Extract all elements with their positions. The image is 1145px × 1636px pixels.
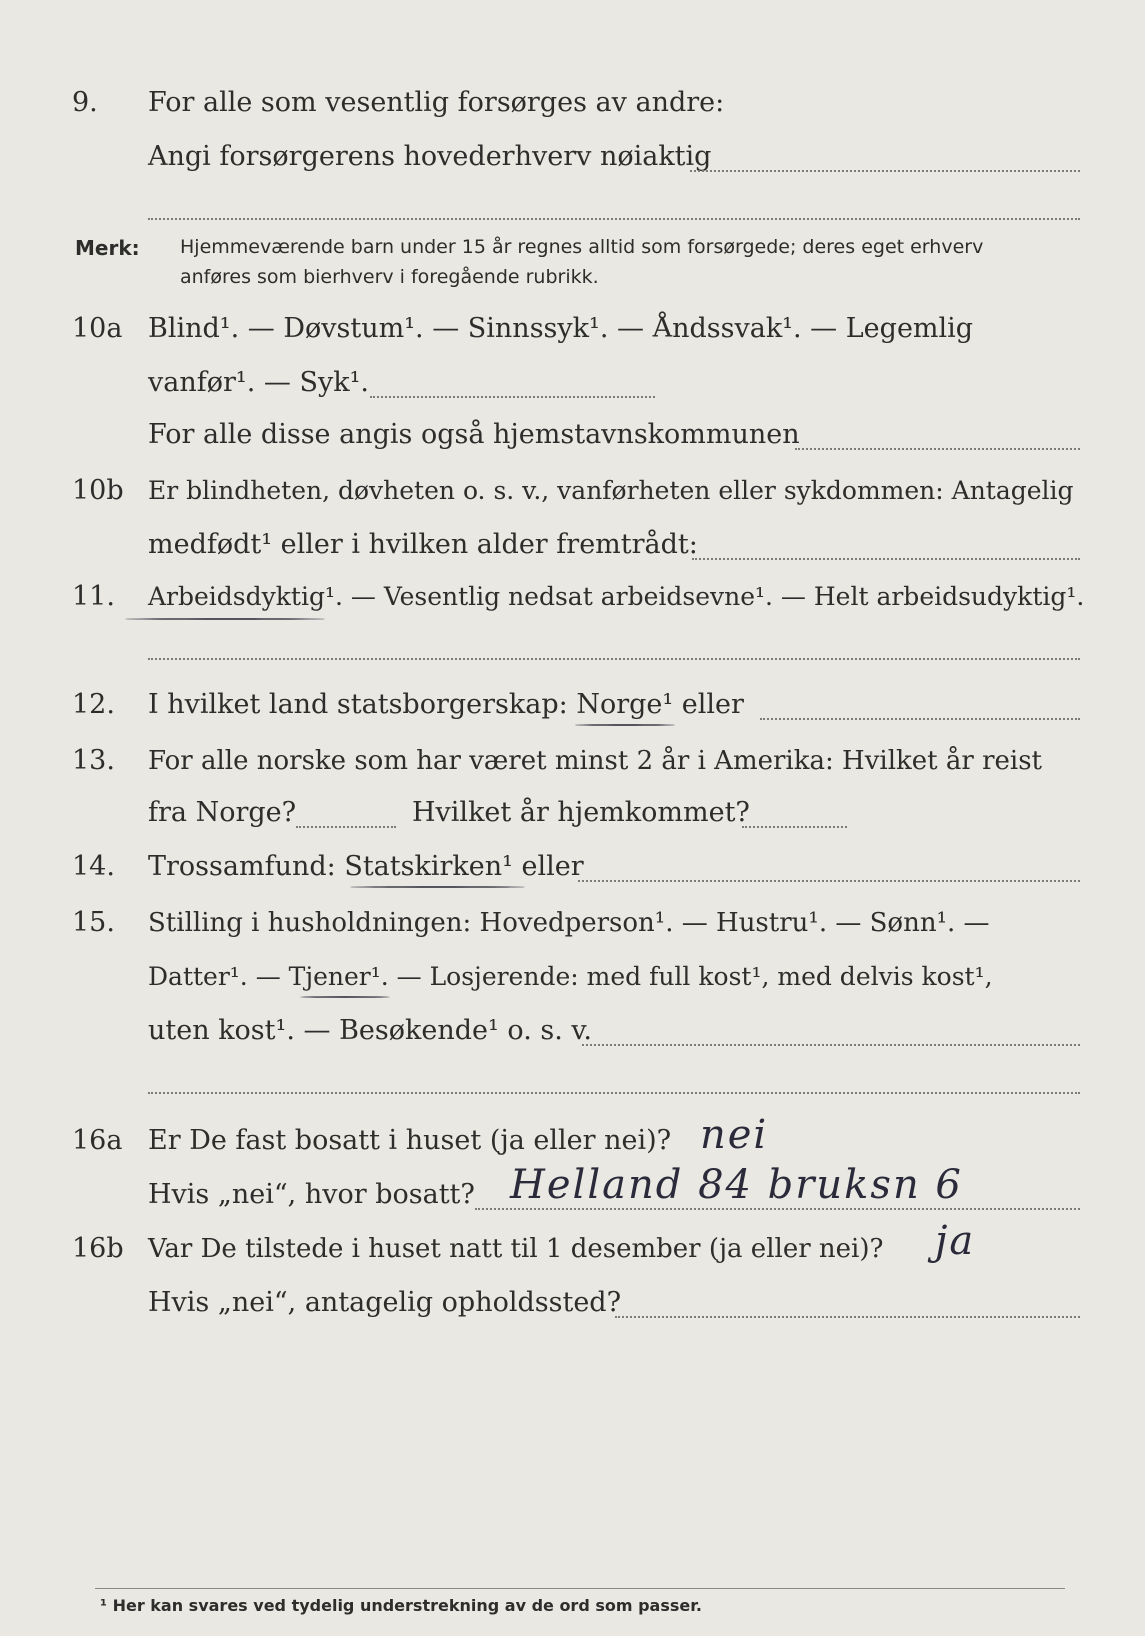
question-text: Hvilket år hjemkommet? bbox=[412, 797, 750, 828]
answer-line[interactable] bbox=[615, 1316, 1080, 1318]
question-text: Arbeidsdyktig¹. — Vesentlig nedsat arbeidsevne¹. — Helt arbeidsudyktig¹. bbox=[148, 582, 1085, 611]
answer-line[interactable] bbox=[742, 826, 847, 828]
handwritten-underline bbox=[575, 724, 675, 726]
question-11-line-1 bbox=[0, 580, 1145, 620]
question-number: 9. bbox=[72, 87, 98, 118]
question-text: medfødt¹ eller i hvilken alder fremtrådt: bbox=[148, 529, 698, 560]
answer-line[interactable] bbox=[475, 1208, 1080, 1210]
handwritten-underline bbox=[300, 996, 390, 998]
question-number: 10a bbox=[72, 313, 123, 344]
answer-line[interactable] bbox=[578, 880, 1080, 882]
note-text-line-2: anføres som bierhverv i foregående rubrikk. bbox=[180, 266, 599, 288]
question-text: Datter¹. — Tjener¹. — Losjerende: med full kost¹, med delvis kost¹, bbox=[148, 962, 993, 991]
question-text: For alle som vesentlig forsørges av andre: bbox=[148, 87, 725, 118]
note-text-line-1: Hjemmeværende barn under 15 år regnes alltid som forsørgede; deres eget erhverv bbox=[180, 236, 984, 258]
question-10a-line-3 bbox=[0, 418, 1145, 458]
answer-line[interactable] bbox=[148, 218, 1080, 220]
question-9-line-1 bbox=[0, 86, 1145, 126]
question-10a-line-2 bbox=[0, 366, 1145, 406]
answer-line[interactable] bbox=[690, 170, 1080, 172]
answer-line[interactable] bbox=[760, 718, 1080, 720]
question-15-line-3 bbox=[0, 1014, 1145, 1054]
question-text: Stilling i husholdningen: Hovedperson¹. — Hustru¹. — Sønn¹. — bbox=[148, 908, 990, 938]
question-text: For alle norske som har været minst 2 år i Amerika: Hvilket år reist bbox=[148, 746, 1042, 776]
question-number: 13. bbox=[72, 745, 115, 776]
question-13-line-1 bbox=[0, 744, 1145, 784]
question-text: Er blindheten, døvheten o. s. v., vanførheten eller sykdommen: Antagelig bbox=[148, 476, 1074, 505]
question-13-line-2 bbox=[0, 796, 1145, 836]
handwritten-answer[interactable]: Helland 84 bruksn 6 bbox=[510, 1162, 963, 1208]
question-text: Er De fast bosatt i huset (ja eller nei)? bbox=[148, 1125, 672, 1156]
question-number: 16a bbox=[72, 1125, 123, 1156]
question-text: Blind¹. — Døvstum¹. — Sinnssyk¹. — Åndssvak¹. — Legemlig bbox=[148, 313, 974, 344]
question-15-line-2 bbox=[0, 960, 1145, 1000]
answer-line[interactable] bbox=[296, 826, 396, 828]
question-14-line-1 bbox=[0, 850, 1145, 890]
question-text: uten kost¹. — Besøkende¹ o. s. v. bbox=[148, 1015, 593, 1046]
note-label: Merk: bbox=[75, 236, 140, 260]
handwritten-underline bbox=[125, 618, 325, 620]
question-text: Hvis „nei“, antagelig opholdssted? bbox=[148, 1287, 622, 1318]
handwritten-answer[interactable]: ja bbox=[935, 1218, 976, 1264]
handwritten-answer[interactable]: nei bbox=[700, 1112, 769, 1158]
question-number: 10b bbox=[72, 475, 124, 506]
footnote-divider bbox=[95, 1588, 1065, 1589]
question-16b-line-2 bbox=[0, 1286, 1145, 1326]
question-number: 15. bbox=[72, 907, 115, 938]
question-text: For alle disse angis også hjemstavnskommunen bbox=[148, 419, 800, 450]
question-12-line-1 bbox=[0, 688, 1145, 728]
question-number: 14. bbox=[72, 851, 115, 882]
answer-line[interactable] bbox=[148, 1092, 1080, 1094]
answer-line[interactable] bbox=[795, 448, 1080, 450]
question-number: 12. bbox=[72, 689, 115, 720]
answer-line[interactable] bbox=[582, 1044, 1080, 1046]
question-text: fra Norge? bbox=[148, 797, 297, 828]
question-text: Hvis „nei“, hvor bosatt? bbox=[148, 1179, 475, 1210]
question-text: Angi forsørgerens hovederhverv nøiaktig bbox=[148, 141, 712, 172]
question-10b-line-1 bbox=[0, 474, 1145, 514]
question-text: vanfør¹. — Syk¹. bbox=[148, 367, 369, 398]
question-16a-line-1 bbox=[0, 1124, 1145, 1164]
question-10b-line-2 bbox=[0, 528, 1145, 568]
question-9-line-2 bbox=[0, 140, 1145, 180]
answer-line[interactable] bbox=[148, 658, 1080, 660]
question-15-line-1 bbox=[0, 906, 1145, 946]
answer-line[interactable] bbox=[692, 558, 1080, 560]
question-text: I hvilket land statsborgerskap: Norge¹ eller bbox=[148, 689, 744, 720]
footnote: ¹ Her kan svares ved tydelig understrekning av de ord som passer. bbox=[100, 1596, 702, 1615]
handwritten-underline bbox=[350, 886, 525, 888]
question-number: 16b bbox=[72, 1233, 124, 1264]
question-text: Trossamfund: Statskirken¹ eller bbox=[148, 851, 584, 882]
question-text: Var De tilstede i huset natt til 1 desember (ja eller nei)? bbox=[148, 1234, 884, 1264]
answer-line[interactable] bbox=[370, 396, 655, 398]
question-10a-line-1 bbox=[0, 312, 1145, 352]
question-number: 11. bbox=[72, 581, 115, 612]
